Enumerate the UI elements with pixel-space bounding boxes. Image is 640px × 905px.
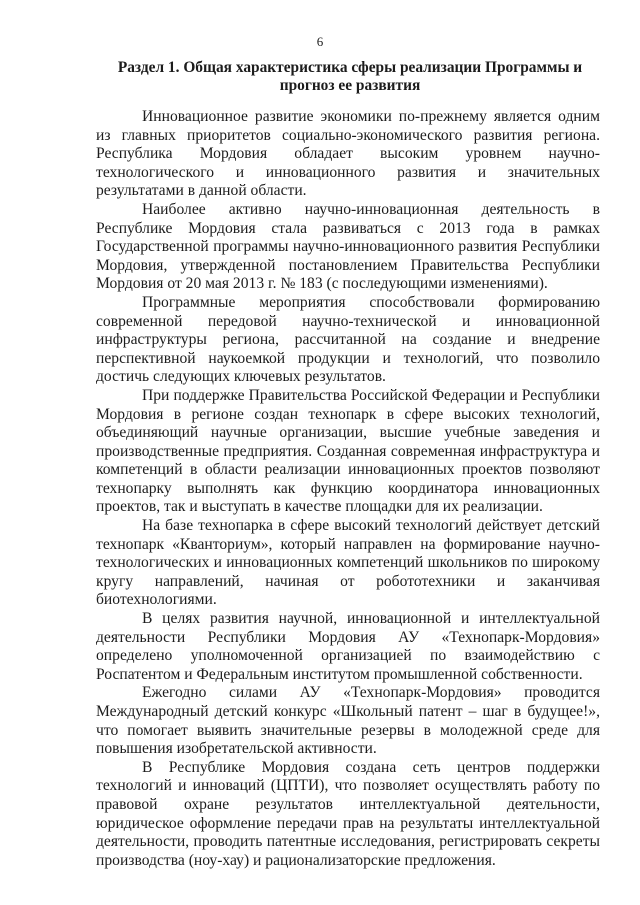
paragraph-innovation-development: Инновационное развитие экономики по-прежнему является одним из главных приоритетов социально-экономического развития региона. Республика Мордовия обладает высоким уровнем научно-технологического и инновационного развития и значительных результатами в данной области. <box>96 108 600 200</box>
paragraph-state-program: Наиболее активно научно-инновационная деятельность в Республике Мордовия стала развиваться с 2013 года в рамках Государственной программы научно-инновационного развития Республики Мордовия, утвержденной постановлением Правительства Республики Мордовия от 20 мая 2013 г. № 183 (с последующими изменениями). <box>96 200 600 293</box>
document-body <box>96 108 600 870</box>
paragraph-school-patent-contest: Ежегодно силами АУ «Технопарк-Мордовия» проводится Международный детский конкурс «Школьный патент – шаг в будущее!», что помогает выявить значительные резервы в молодежной среде для повышения изобретательской активности. <box>96 684 600 758</box>
paragraph-program-measures: Программные мероприятия способствовали формированию современной передовой научно-технической и инновационной инфраструктуры региона, рассчитанной на создание и внедрение перспективной наукоемкой продукции и технологий, что позволило достичь следующих ключевых результатов. <box>96 293 600 386</box>
paragraph-technopark: При поддержке Правительства Российской Федерации и Республики Мордовия в регионе создан технопарк в сфере высоких технологий, объединяющий научные организации, высшие учебные заведения и производственные предприятия. Созданная современная инфраструктура и компетенций в области реализации инновационных проектов позволяют технопарку выполнять как функцию координатора инновационных проектов, так и выступать в качестве площадки для их реализации. <box>96 386 600 516</box>
page-number: 6 <box>316 34 324 49</box>
section-title: Раздел 1. Общая характеристика сферы реализации Программы и прогноз ее развития <box>117 59 583 94</box>
paragraph-rospatent: В целях развития научной, инновационной и интеллектуальной деятельности Республики Мордовия АУ «Технопарк-Мордовия» определено уполномоченной организацией по взаимодействию с Роспатентом и Федеральным институтом промышленной собственности. <box>96 610 600 683</box>
paragraph-tisc-network: В Республике Мордовия создана сеть центров поддержки технологий и инноваций (ЦПТИ), что позволяет осуществлять работу по правовой охране результатов интеллектуальной деятельности, юридическое оформление передачи прав на результаты интеллектуальной деятельности, проводить патентные исследования, регистрировать секреты производства (ноу-хау) и рационализаторские предложения. <box>96 758 600 869</box>
paragraph-quantorium: На базе технопарка в сфере высокий технологий действует детский технопарк «Кванториум», который направлен на формирование научно-технологических и инновационных компетенций школьников по широкому кругу направлений, начиная от робототехники и заканчивая биотехнологиями. <box>96 517 600 609</box>
